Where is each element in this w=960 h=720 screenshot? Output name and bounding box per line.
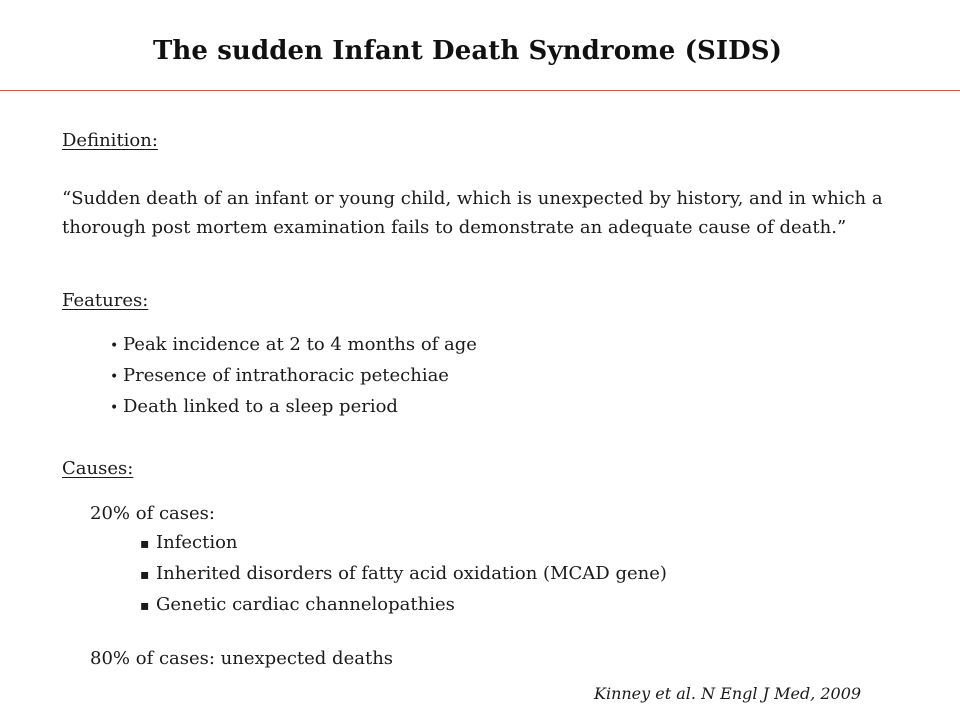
list-item: ▪ Infection — [140, 528, 667, 559]
causes-group-label: 20% of cases: — [90, 503, 215, 524]
slide-title: The sudden Infant Death Syndrome (SIDS) — [152, 36, 783, 66]
citation: Kinney et al. N Engl J Med, 2009 — [594, 684, 862, 703]
causes-group-20-percent — [90, 499, 667, 621]
features-list — [110, 330, 477, 423]
causes-group-80-percent: 80% of cases: unexpected deaths — [90, 648, 394, 669]
title-divider — [0, 90, 960, 91]
features-heading: Features: — [62, 290, 149, 311]
list-item: ▪ Genetic cardiac channelopathies — [140, 590, 667, 621]
definition-text: “Sudden death of an infant or young child, which is unexpected by history, and in which a thorough post mortem examination fails to demonstrate an adequate cause of death.” — [62, 188, 883, 238]
causes-sub-list — [90, 528, 667, 621]
list-item: • Peak incidence at 2 to 4 months of age — [110, 330, 477, 361]
definition-heading: Definition: — [62, 130, 158, 151]
list-item: • Presence of intrathoracic petechiae — [110, 361, 477, 392]
list-item: • Death linked to a sleep period — [110, 392, 477, 423]
causes-heading: Causes: — [62, 458, 134, 479]
list-item: ▪ Inherited disorders of fatty acid oxidation (MCAD gene) — [140, 559, 667, 590]
